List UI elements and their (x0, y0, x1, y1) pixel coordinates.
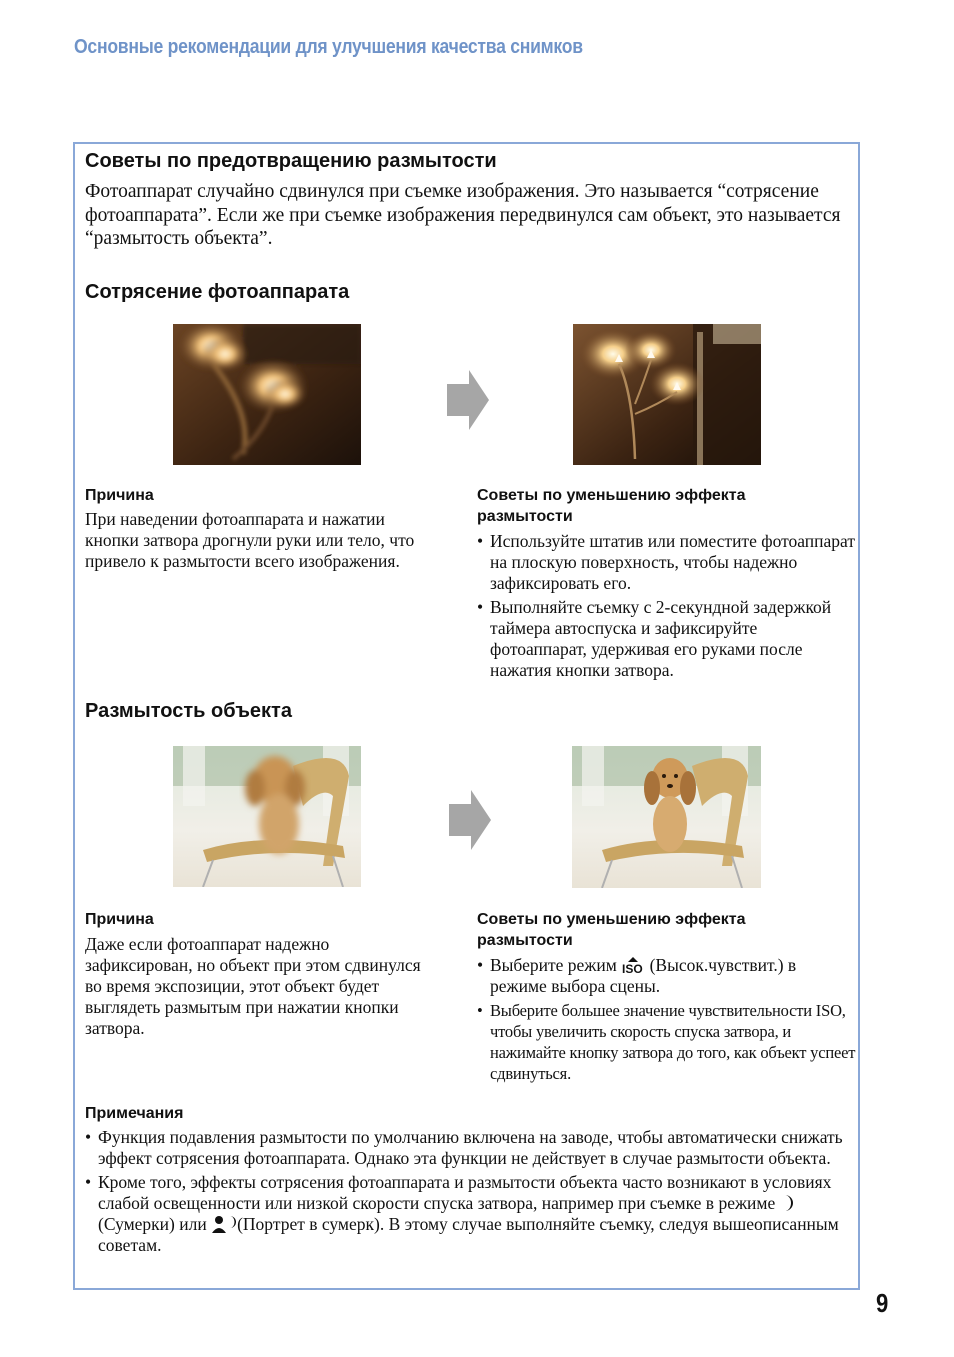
list-item: • Кроме того, эффекты сотрясения фотоаппарата и размытости объекта часто возникают в условиях слабой освещенности или низкой скорости спуска затвора, например при съемке в режиме (Сумерки) или (Портрет в сумерк). В этому случае выполняйте съемку, следуя вышеописанным советам. (85, 1172, 855, 1256)
cause-heading: Причина (85, 911, 154, 928)
list-item: • Выберите большее значение чувствительности ISO, чтобы увеличить скорость спуска затвора, и нажимайте кнопку затвора до того, как объект успеет сдвинуться. (477, 1000, 857, 1084)
twilight-portrait-icon (211, 1215, 237, 1233)
high-sensitivity-iso-icon (621, 956, 645, 974)
intro-paragraph: Фотоаппарат случайно сдвинулся при съемке изображения. Это называется “сотрясение фотоаппарата”. Если же при съемке изображения передвинулся сам объект, это называется “размытость объекта”. (85, 181, 841, 249)
notes-list (85, 1127, 855, 1259)
twilight-moon-icon (780, 1194, 796, 1212)
cause-heading: Причина (85, 487, 154, 504)
list-item: • Используйте штатив или поместите фотоаппарат на плоскую поверхность, чтобы надежно зафиксировать его. (477, 531, 857, 594)
page-title: Советы по предотвращению размытости (85, 150, 497, 172)
list-item: • Функция подавления размытости по умолчанию включена на заводе, чтобы автоматически снижать эффект сотрясения фотоаппарата. Однако эта функции не действует в случае размытости объекта. (85, 1127, 855, 1169)
list-item: • Выполняйте съемку с 2-секундной задержкой таймера автоспуска и зафиксируйте фотоаппарат, удерживая его руками после нажатия кнопки затвора. (477, 597, 857, 681)
list-item: • Выберите режим ISO (Высок.чувствит.) в режиме выбора сцены. (477, 955, 857, 997)
blurred-dog-image (173, 746, 361, 887)
tips-heading: Советы по уменьшению эффекта размытости (477, 487, 746, 525)
cause-text: Даже если фотоаппарат надежно зафиксирован, но объект при этом сдвинулся во время экспозиции, этот объект будет выглядеть размытым при нажатии кнопки затвора. (85, 934, 421, 1038)
blurred-lamp-image (173, 324, 361, 465)
sharp-lamp-image (573, 324, 761, 465)
tips-heading: Советы по уменьшению эффекта размытости (477, 911, 746, 949)
svg-text:ISO: ISO (622, 962, 643, 974)
sharp-dog-photo (572, 746, 761, 888)
notes-heading: Примечания (85, 1105, 184, 1122)
tips-list (477, 531, 857, 684)
sharp-lamp-photo (573, 324, 761, 465)
section-heading-camera-shake: Сотрясение фотоаппарата (85, 281, 350, 303)
running-header-title: Основные рекомендации для улучшения качества снимков (74, 36, 583, 58)
sharp-dog-image (572, 746, 761, 888)
tips-list (477, 955, 857, 1087)
section-heading-subject-blur: Размытость объекта (85, 700, 292, 722)
blurred-dog-photo (173, 746, 361, 887)
blurred-lamp-photo (173, 324, 361, 465)
arrow-right-icon (449, 790, 491, 850)
cause-text: При наведении фотоаппарата и нажатии кнопки затвора дрогнули руки или тело, что привело к размытости всего изображения. (85, 509, 415, 571)
arrow-right-icon (447, 370, 489, 430)
page-number: 9 (876, 1288, 889, 1318)
